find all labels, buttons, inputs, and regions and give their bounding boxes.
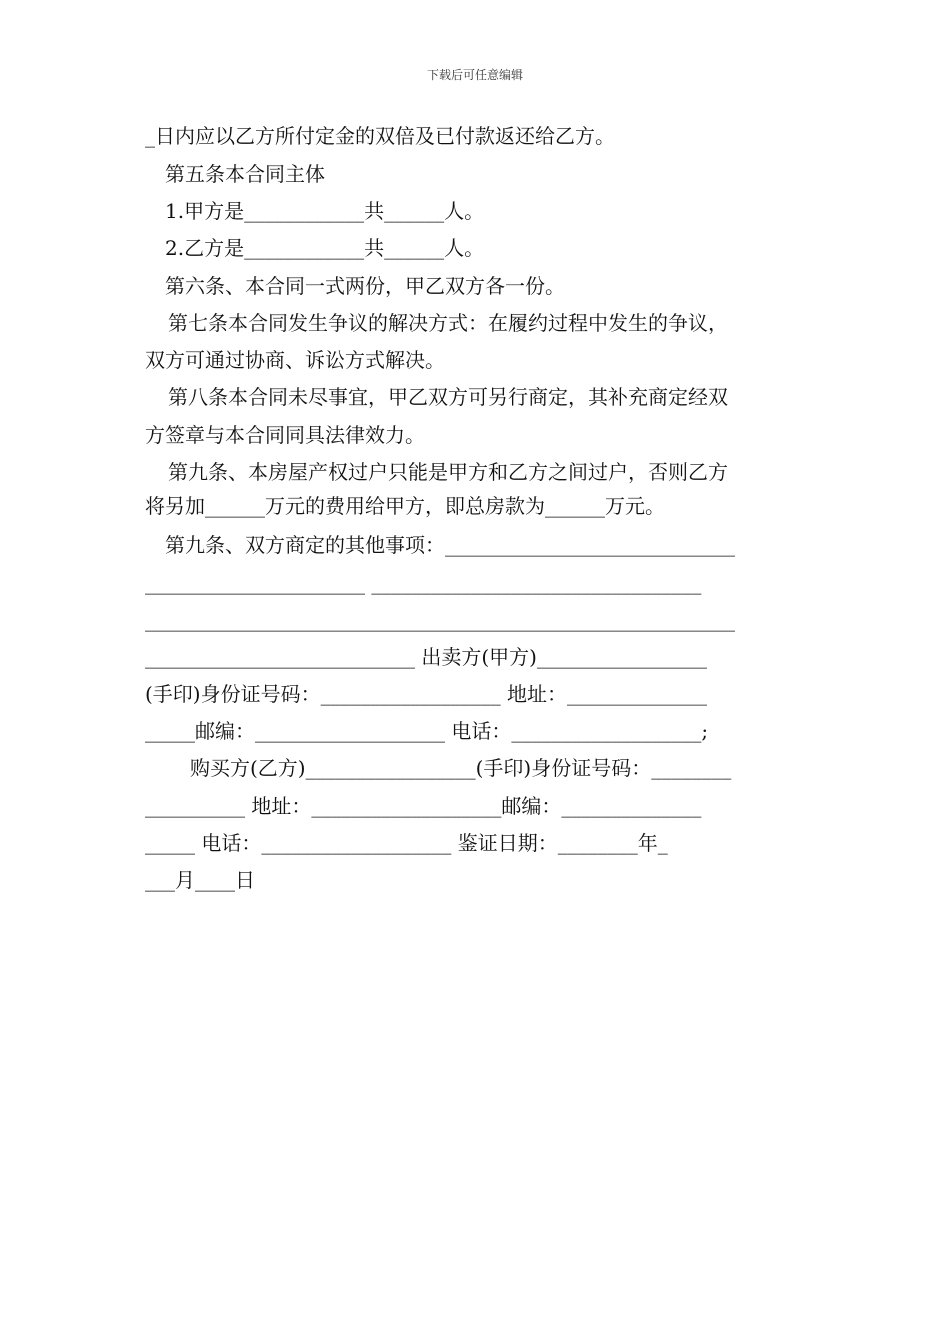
text-line-17: _____邮编：___________________ 电话：___________________;: [145, 719, 709, 743]
text-line-2: 第五条本合同主体: [165, 162, 325, 186]
text-line-21: ___月____日: [145, 868, 255, 892]
text-line-6: 第七条本合同发生争议的解决方式：在履约过程中发生的争议，: [168, 311, 728, 335]
text-line-1: _日内应以乙方所付定金的双倍及已付款返还给乙方。: [145, 124, 615, 148]
text-line-12: 第九条、双方商定的其他事项：_____________________________: [165, 533, 735, 557]
text-line-3: 1.甲方是____________共______人。: [165, 199, 485, 223]
text-line-13: ______________________ _________________________________: [145, 571, 702, 595]
text-line-10: 第九条、本房屋产权过户只能是甲方和乙方之间过户，否则乙方: [168, 460, 728, 484]
text-line-8: 第八条本合同未尽事宜，甲乙双方可另行商定，其补充商定经双: [168, 385, 728, 409]
text-line-7: 双方可通过协商、诉讼方式解决。: [145, 348, 445, 372]
text-line-20: _____ 电话：___________________ 鉴证日期：________年_: [145, 831, 668, 855]
text-line-5: 第六条、本合同一式两份，甲乙双方各一份。: [165, 274, 565, 298]
text-line-19: __________ 地址：___________________邮编：______________: [145, 794, 702, 818]
text-line-18: 购买方(乙方)_________________(手印)身份证号码：________: [190, 756, 732, 780]
text-line-14: ___________________________________________________________: [145, 608, 735, 632]
page-header: 下载后可任意编辑: [426, 68, 523, 82]
text-line-9: 方签章与本合同同具法律效力。: [145, 423, 425, 447]
text-line-4: 2.乙方是____________共______人。: [165, 236, 485, 260]
text-line-15: ___________________________ 出卖方(甲方)_________________: [145, 645, 707, 669]
text-line-16: (手印)身份证号码：__________________ 地址：______________: [145, 682, 707, 706]
text-line-11: 将另加______万元的费用给甲方，即总房款为______万元。: [145, 494, 665, 518]
